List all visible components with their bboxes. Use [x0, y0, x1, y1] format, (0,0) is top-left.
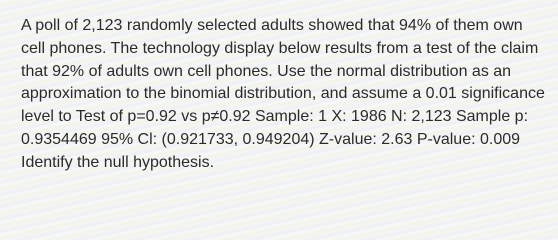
- question-text: A poll of 2,123 randomly selected adults showed that 94% of them own cell phones. The technology display below results from a test of the claim that 92% of adults own cell phones. Use the normal distribution as an approximation to the binomial distribution, and assume a 0.01 significance level to Test of p=0.92 vs p≠0.92 Sample: 1 X: 1986 N: 2,123 Sample p: 0.9354469 95% Cl: (0.921733, 0.949204) Z-value: 2.63 P-value: 0.009 Identify the null hypothesis.: [21, 17, 545, 171]
